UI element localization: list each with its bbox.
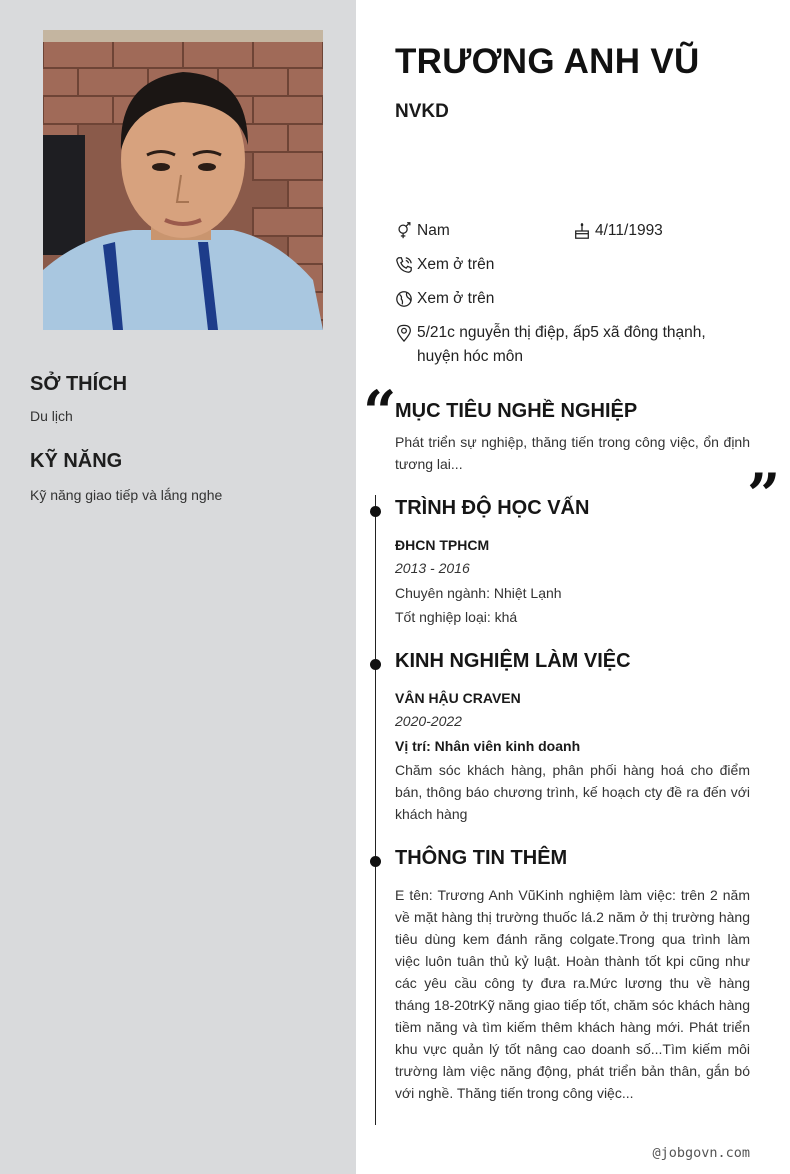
phone-icon — [395, 253, 415, 277]
hobbies-heading: SỞ THÍCH — [30, 373, 128, 395]
education-period: 2013 - 2016 — [395, 560, 470, 576]
timeline-dot — [370, 659, 381, 670]
objective-heading: MỤC TIÊU NGHỀ NGHIỆP — [395, 400, 638, 422]
gender-icon — [395, 219, 415, 243]
experience-description: Chăm sóc khách hàng, phân phối hàng hoá cho điểm bán, thông báo chương trình, kế hoạch cty đề ra đến với khách hàng — [395, 762, 750, 822]
address-row — [395, 321, 735, 369]
sidebar — [0, 0, 356, 1174]
objective-text: Phát triển sự nghiệp, thăng tiến trong công việc, ổn định tương lai... — [395, 434, 750, 472]
additional-text: E tên: Trương Anh VũKinh nghiệm làm việc: trên 2 năm về mặt hàng thị trường thuốc lá.2 năm ở thị trường hàng tiêu dùng kem đánh răng colgate.Trong qua trình làm việc luôn tuân thủ kỷ luật. Hoàn thành tốt kpi cũng như các yêu cầu công ty đưa ra.Mức lương thu về hàng tháng 18-20trKỹ năng giao tiếp tốt, chăm sóc khách hàng tiềm năng và tìm kiếm thêm khách hàng mới. Phát triển khu vực quản lý tốt nâng cao doanh số...Tìm kiếm môi trường làm việc năng động, phát triển bản thân, gắn bó với nghề. Thăng tiến trong công việc... — [395, 887, 750, 1101]
phone-row — [395, 253, 494, 277]
experience-heading: KINH NGHIỆM LÀM VIỆC — [395, 650, 631, 672]
additional-heading: THÔNG TIN THÊM — [395, 847, 568, 869]
timeline-dot — [370, 506, 381, 517]
skills-text: Kỹ năng giao tiếp và lắng nghe — [30, 487, 223, 503]
website-value: Xem ở trên — [417, 290, 495, 307]
address-value: 5/21c nguyễn thị điệp, ấp5 xã đông thạnh, huyện hóc môn — [417, 324, 706, 365]
timeline-dot — [370, 856, 381, 867]
education-school: ĐHCN TPHCM — [395, 537, 490, 553]
candidate-name: TRƯƠNG ANH VŨ — [395, 42, 700, 81]
phone-value: Xem ở trên — [417, 256, 495, 273]
location-pin-icon — [395, 321, 415, 345]
profile-photo — [43, 30, 323, 330]
gender-row — [395, 219, 450, 243]
globe-icon — [395, 287, 415, 311]
education-grade: Tốt nghiệp loại: khá — [395, 609, 518, 625]
hobbies-text: Du lịch — [30, 408, 73, 424]
job-title: NVKD — [395, 101, 449, 122]
experience-period: 2020-2022 — [395, 713, 462, 729]
education-heading: TRÌNH ĐỘ HỌC VẤN — [395, 497, 590, 519]
website-row — [395, 287, 494, 311]
close-quote-icon: ” — [747, 461, 781, 529]
cake-icon — [573, 219, 593, 243]
timeline-line — [375, 495, 376, 1125]
open-quote-icon: “ — [363, 378, 397, 446]
watermark: @jobgovn.com — [652, 1145, 750, 1161]
experience-position: Vị trí: Nhân viên kinh doanh — [395, 738, 581, 754]
birthdate-row — [573, 219, 663, 243]
skills-heading: KỸ NĂNG — [30, 450, 123, 472]
education-major: Chuyên ngành: Nhiệt Lạnh — [395, 585, 562, 601]
main-content — [356, 0, 790, 1174]
birthdate-value: 4/11/1993 — [595, 222, 663, 239]
experience-company: VÂN HẬU CRAVEN — [395, 690, 521, 706]
gender-value: Nam — [417, 222, 450, 239]
